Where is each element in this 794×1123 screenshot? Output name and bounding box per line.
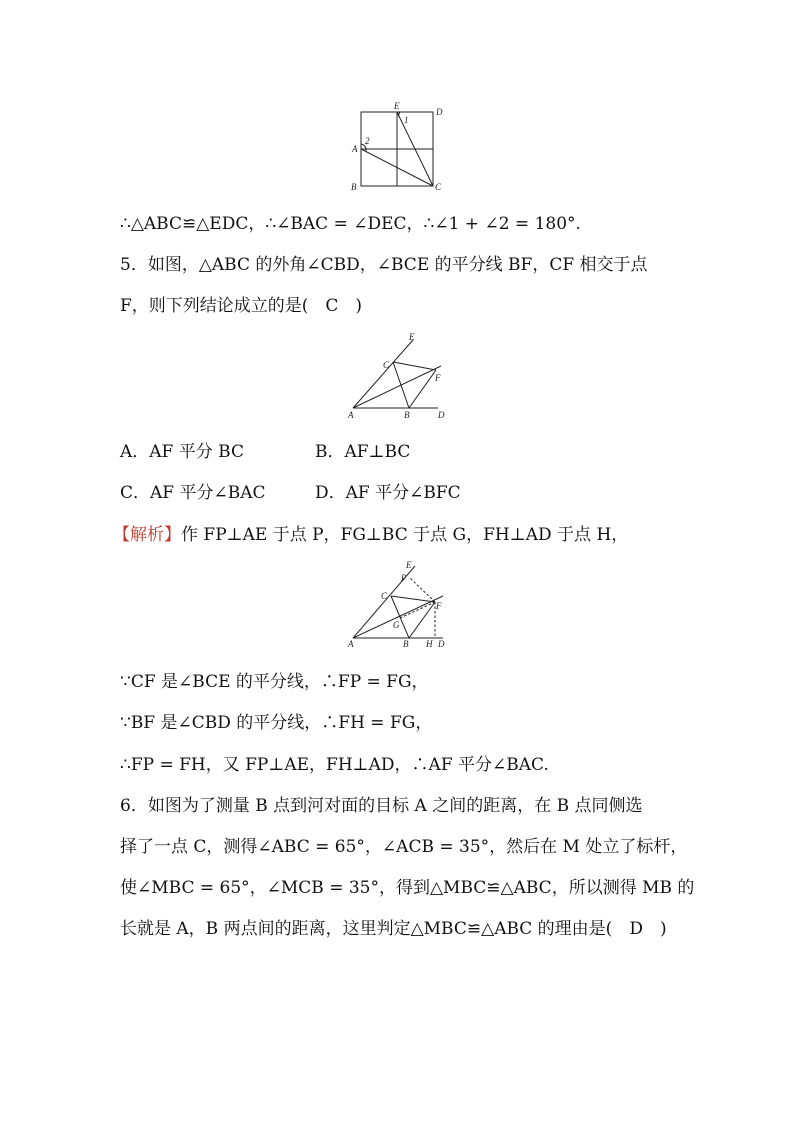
figure-analysis-svg: [343, 558, 458, 650]
label-1: 1: [404, 115, 409, 125]
label-D: D: [438, 639, 445, 649]
line-congruence-conclusion: ∴△ABC≌△EDC，∴∠BAC = ∠DEC，∴∠1 + ∠2 = 180°.: [120, 214, 581, 234]
q6-line1: 6．如图为了测量 B 点到河对面的目标 A 之间的距离，在 B 点同侧选: [120, 796, 643, 816]
q5-stem-line1: 5．如图，△ABC 的外角∠CBD，∠BCE 的平分线 BF，CF 相交于点: [120, 255, 648, 275]
q6-line3: 使∠MBC = 65°，∠MCB = 35°，得到△MBC≌△ABC，所以测得 MB 的: [120, 878, 695, 898]
label-P: P: [401, 573, 407, 583]
figure-q5-analysis: [343, 558, 458, 650]
figure-q5-svg: [343, 330, 458, 422]
label-D: D: [438, 410, 445, 420]
q6-line4: 长就是 A，B 两点间的距离，这里判定△MBC≌△ABC 的理由是( D ): [120, 919, 667, 939]
label-A: A: [352, 144, 358, 154]
figure-q5: [343, 330, 458, 422]
label-E: E: [394, 101, 400, 111]
label-2: 2: [365, 136, 370, 146]
label-C: C: [381, 591, 388, 601]
label-B: B: [403, 639, 409, 649]
q5-step2: ∵BF 是∠CBD 的平分线，∴FH = FG，: [120, 713, 433, 733]
label-B: B: [404, 410, 410, 420]
q5-step1: ∵CF 是∠BCE 的平分线，∴FP = FG，: [120, 672, 429, 692]
segment-af: [353, 596, 443, 638]
label-E: E: [409, 332, 415, 342]
q5-option-d: D．AF 平分∠BFC: [315, 483, 461, 503]
label-C: C: [435, 182, 442, 192]
figure-grid-triangles: [345, 100, 455, 195]
label-F: F: [435, 373, 441, 383]
label-D: D: [436, 107, 443, 117]
segment-cf: [391, 596, 435, 602]
segment-cb: [391, 596, 409, 638]
label-G: G: [393, 620, 400, 630]
label-A: A: [348, 410, 354, 420]
perp-fp: [410, 578, 435, 602]
label-B: B: [351, 182, 357, 192]
q5-step3: ∴FP = FH，又 FP⊥AE，FH⊥AD，∴AF 平分∠BAC.: [120, 755, 549, 775]
label-F: F: [436, 601, 442, 611]
q5-option-c: C．AF 平分∠BAC: [120, 483, 266, 503]
q5-option-a: A．AF 平分 BC: [120, 442, 244, 462]
label-H: H: [426, 639, 433, 649]
q6-line2: 择了一点 C，测得∠ABC = 65°，∠ACB = 35°，然后在 M 处立了标杆，: [120, 837, 688, 857]
segment-cf: [393, 362, 436, 370]
q5-option-b: B．AF⊥BC: [315, 442, 411, 462]
analysis-text: 作 FP⊥AE 于点 P，FG⊥BC 于点 G，FH⊥AD 于点 H，: [181, 525, 629, 545]
label-A: A: [348, 639, 354, 649]
q5-stem-line2: F，则下列结论成立的是( C ): [120, 296, 363, 316]
q5-analysis-line: [113, 524, 628, 546]
label-C: C: [383, 360, 390, 370]
ray-ae: [353, 340, 413, 408]
segment-bf: [409, 370, 436, 408]
figure-grid-svg: [345, 100, 455, 195]
label-E: E: [406, 560, 412, 570]
analysis-tag: 【解析】: [113, 525, 181, 545]
